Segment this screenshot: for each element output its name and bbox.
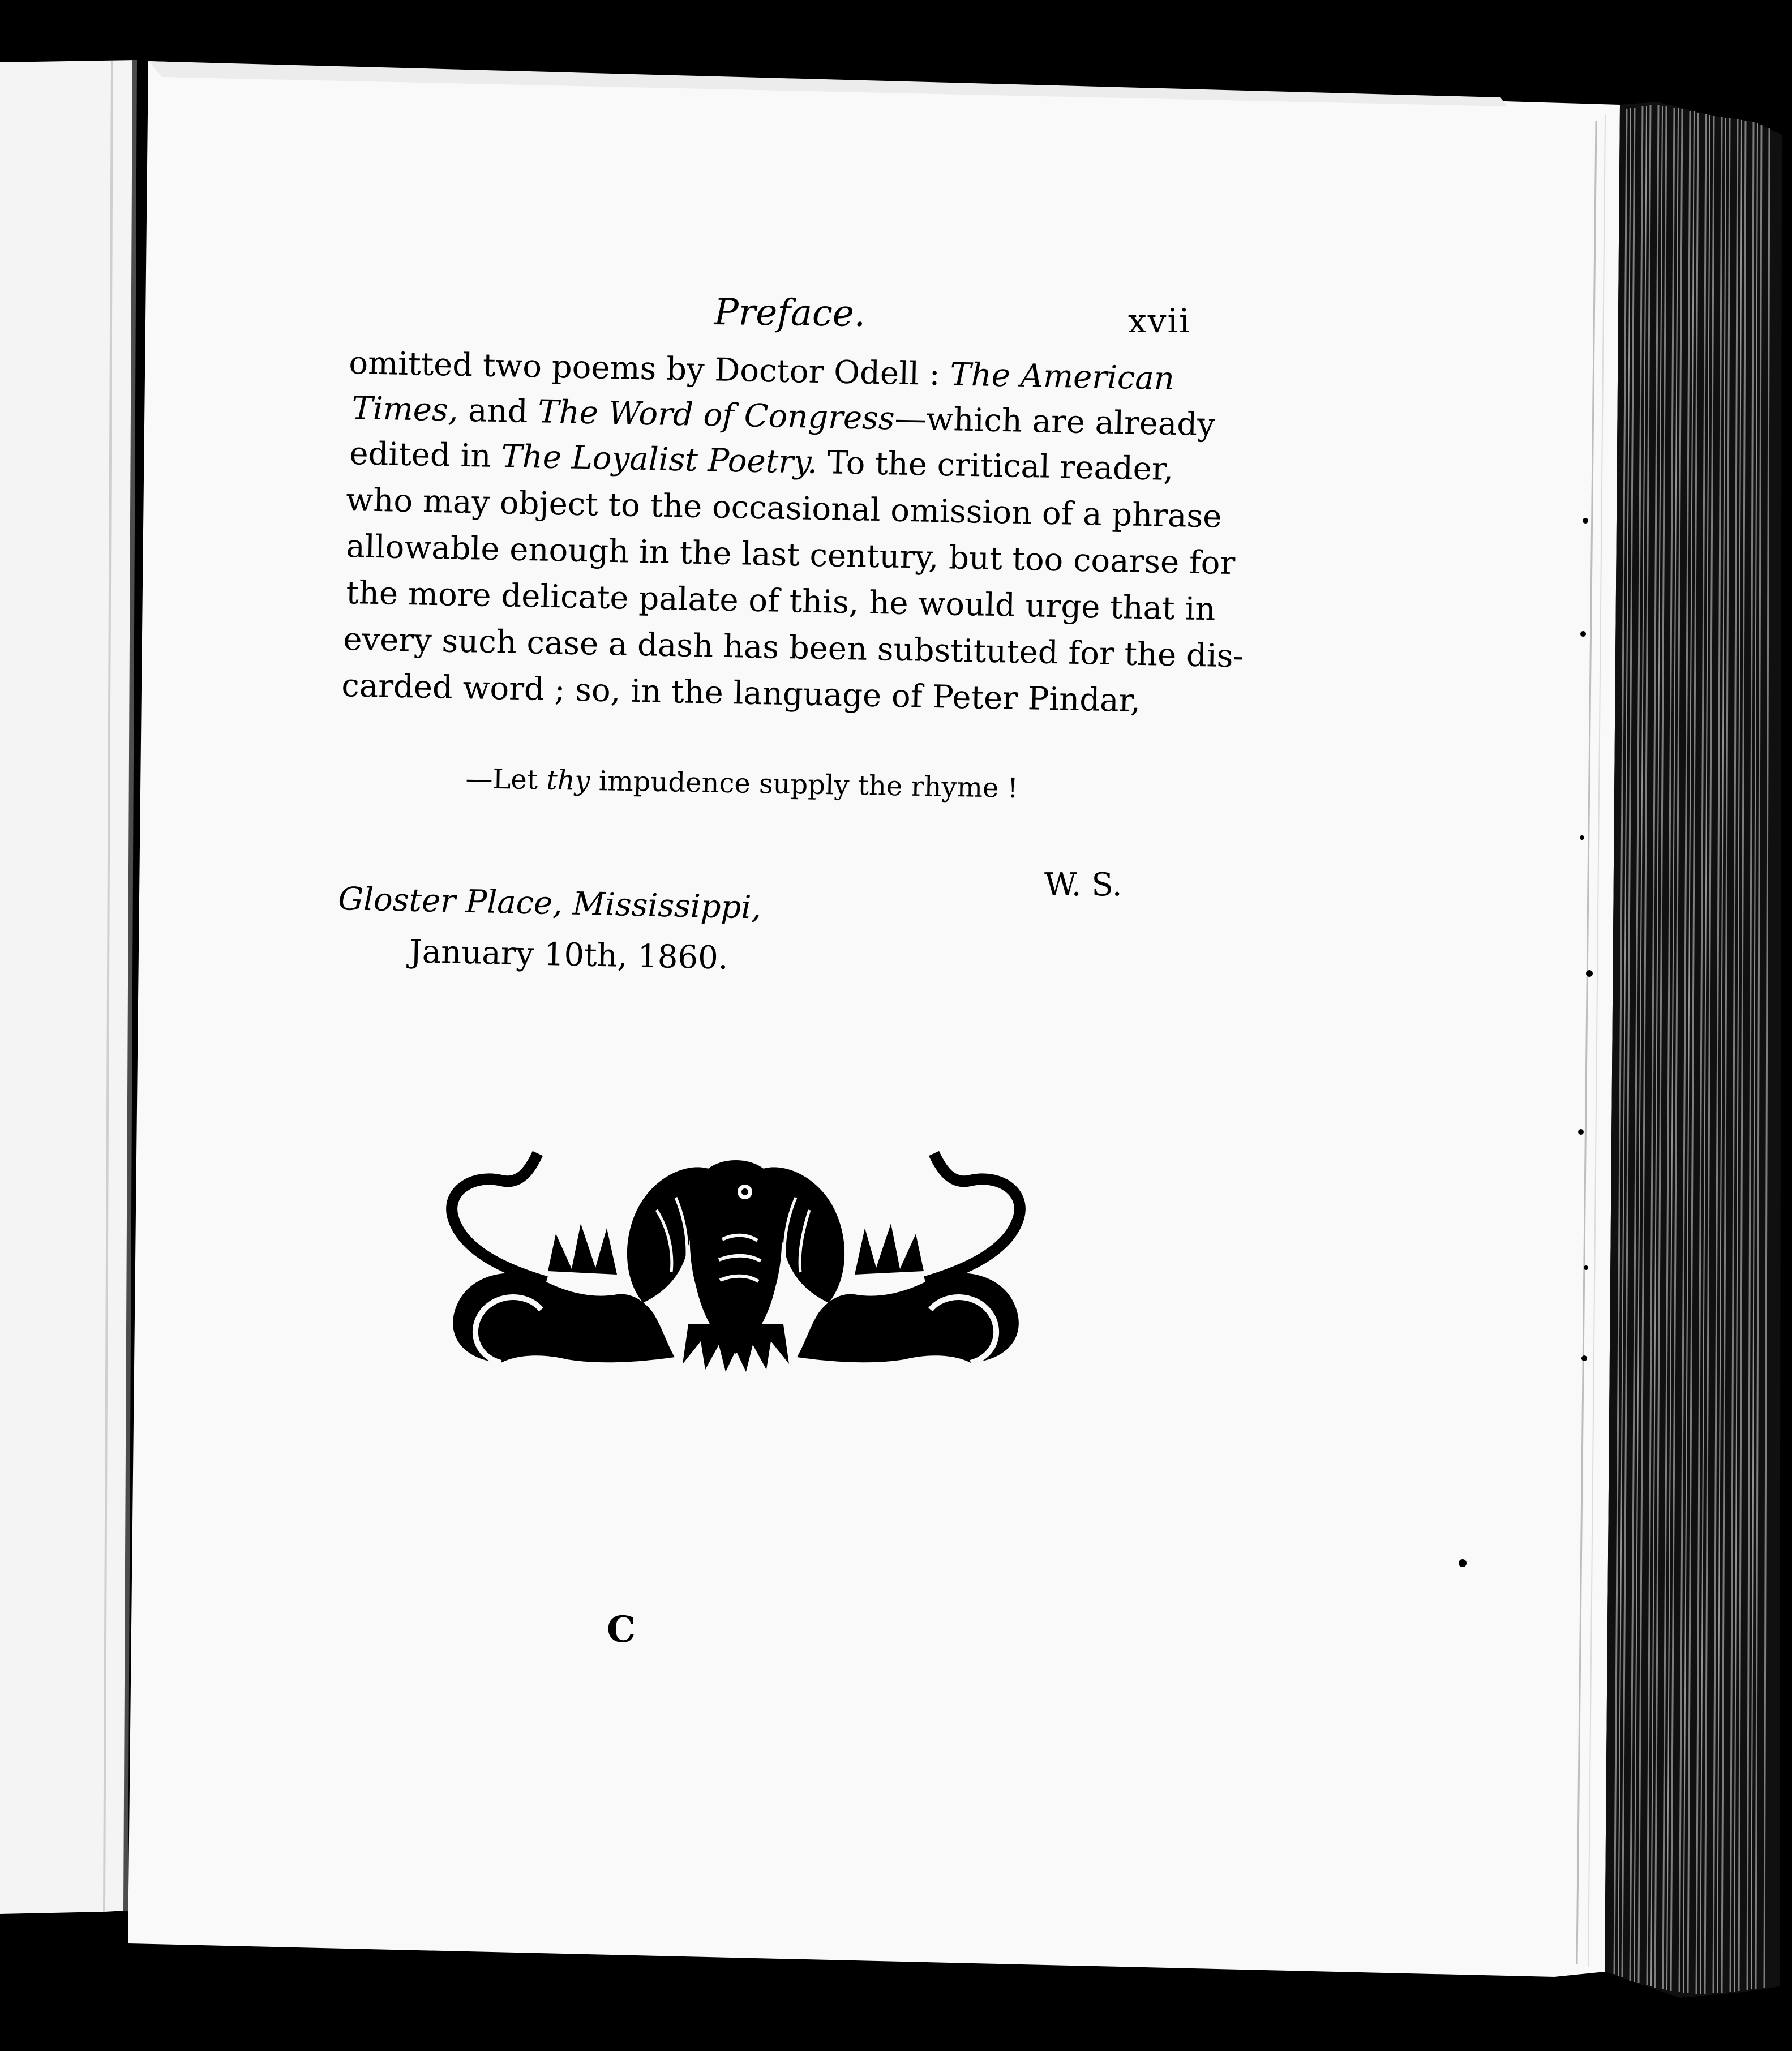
eagle-with-sea-serpents-ornament-icon bbox=[419, 1143, 1053, 1381]
quote-italic: thy bbox=[546, 764, 591, 797]
body-line-5: allowable enough in the last century, but too coarse for bbox=[345, 528, 1236, 582]
body-line-1-italic: The American bbox=[949, 356, 1175, 397]
body-line-3-text-a: edited in bbox=[349, 435, 502, 475]
body-line-2-italic-a: Times, bbox=[351, 390, 459, 429]
body-line-2-text-a: and bbox=[457, 392, 538, 431]
body-line-1-text: omitted two poems by Doctor Odell : bbox=[348, 345, 950, 393]
body-line-7: every such case a dash has been substituted for the dis- bbox=[342, 621, 1245, 675]
ornament-art bbox=[419, 1143, 1053, 1381]
body-line-2-text-b: —which are already bbox=[894, 400, 1216, 444]
signature-mark: C bbox=[607, 1608, 636, 1651]
signature: W. S. bbox=[1044, 866, 1122, 903]
body-line-4: who may object to the occasional omission of a phrase bbox=[345, 482, 1222, 535]
quote-text-a: —Let bbox=[465, 763, 547, 796]
quote-text-b: impudence supply the rhyme ! bbox=[590, 765, 1019, 805]
body-line-2-italic-b: The Word of Congress bbox=[537, 393, 895, 437]
body-line-8: carded word ; so, in the language of Peter Pindar, bbox=[341, 667, 1141, 720]
running-head: Preface. bbox=[714, 291, 866, 335]
page-number: xvii bbox=[1128, 302, 1191, 340]
body-line-3-italic: The Loyalist Poetry. bbox=[500, 438, 818, 481]
place-line: Gloster Place, Mississippi, bbox=[337, 881, 762, 926]
date-line: January 10th, 1860. bbox=[409, 933, 729, 977]
body-line-6: the more delicate palate of this, he would urge that in bbox=[345, 574, 1216, 628]
body-line-3-text-b: To the critical reader, bbox=[817, 444, 1174, 488]
